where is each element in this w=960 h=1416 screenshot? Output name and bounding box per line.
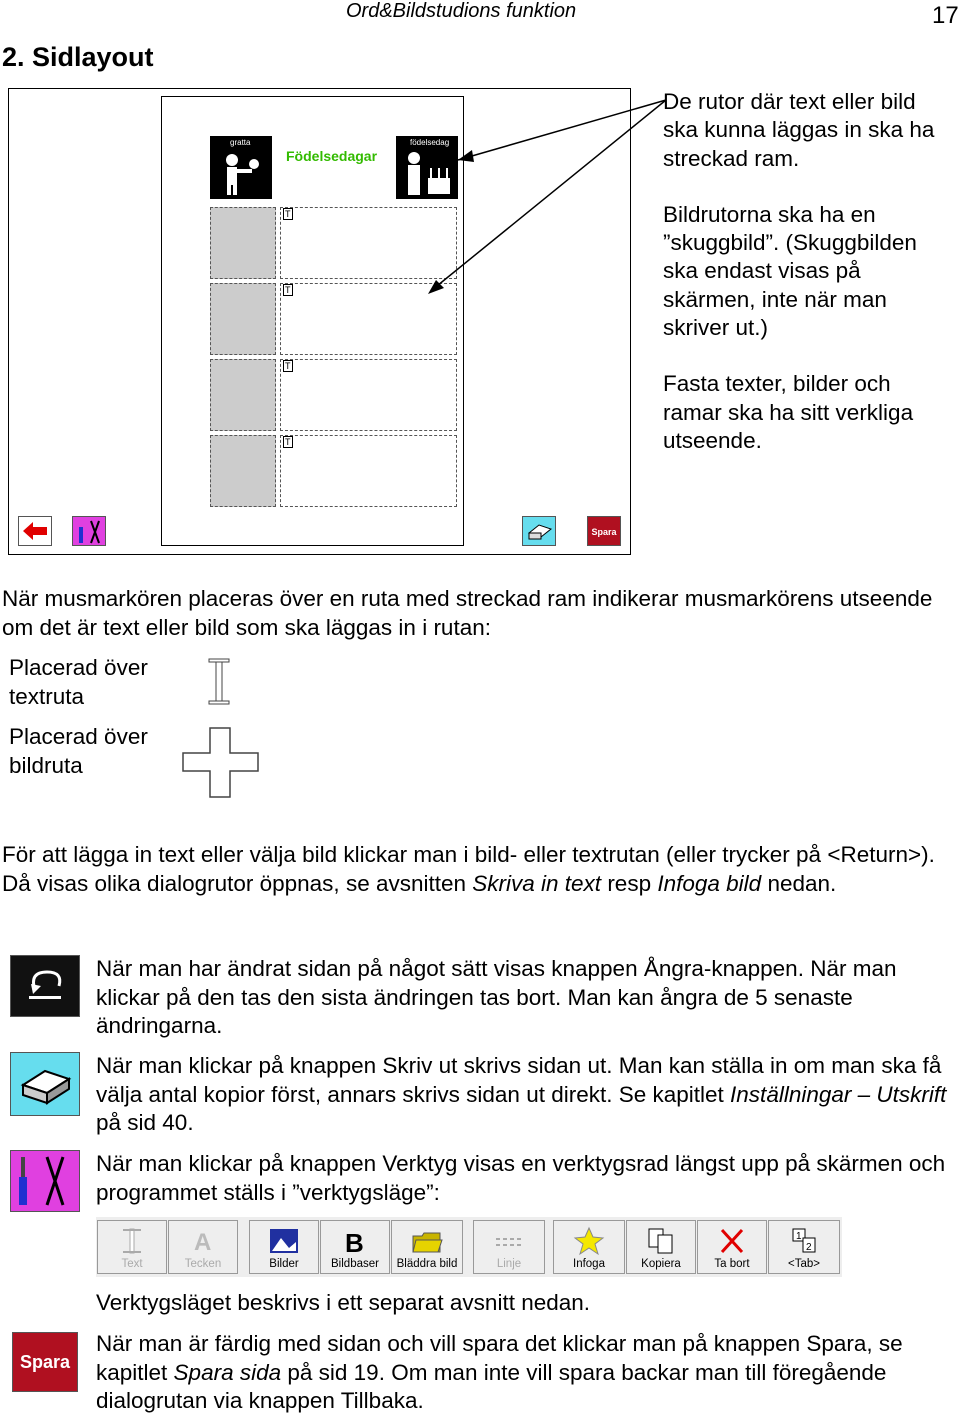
save-paragraph bbox=[96, 1330, 956, 1416]
toolbar-sign-button[interactable] bbox=[168, 1220, 238, 1274]
toolbar-copy-button[interactable] bbox=[626, 1220, 696, 1274]
printer-icon bbox=[523, 517, 555, 545]
undo-paragraph: När man har ändrat sidan på något sätt visas knappen Ångra-knappen. När man klickar på den tas den sista ändringen tas bort. Man kan ångra de 5 senaste ändringarna. bbox=[96, 956, 897, 1038]
pictogram-label-left: gratta bbox=[230, 138, 251, 147]
ref-save-page: Spara sida bbox=[173, 1359, 282, 1385]
toolbar-label: Text bbox=[121, 1258, 143, 1270]
folder-icon bbox=[410, 1226, 444, 1256]
cross-cursor-icon bbox=[181, 726, 261, 800]
print-button[interactable] bbox=[10, 1052, 80, 1116]
toolbar-label: Bildbaser bbox=[331, 1258, 379, 1270]
svg-text:1: 1 bbox=[796, 1231, 802, 1242]
side-note-2: Bildrutorna ska ha en ”skuggbild”. (Skuggbilden ska endast visas på skärmen, inte när man skriver ut.) bbox=[663, 201, 917, 341]
toolbar-label: Bilder bbox=[269, 1258, 299, 1270]
svg-text:A: A bbox=[194, 1229, 212, 1256]
cursor-text-label: Placerad över textruta bbox=[9, 655, 148, 709]
textbox-marker-1: T bbox=[285, 209, 291, 219]
toolbar-label: Bläddra bild bbox=[396, 1258, 458, 1270]
toolbar-label: Infoga bbox=[573, 1258, 605, 1270]
ref-settings-print: Inställningar – Utskrift bbox=[730, 1081, 947, 1107]
textbox-marker-4: T bbox=[285, 437, 291, 447]
toolbar-caption: Verktygsläget beskrivs i ett separat avsnitt nedan. bbox=[96, 1290, 591, 1315]
save-text-1: När man är färdig med sidan och vill spara det klickar man på knappen Spara, se kapitlet bbox=[96, 1331, 903, 1385]
click-text-1: För att lägga in text eller välja bild klickar man i bild- eller textrutan (eller trycker på <Return>). Då visas olika dialogrutor öppnas, se avsnitten bbox=[2, 842, 935, 896]
chapter-title: Ord&Bildstudions funktion bbox=[346, 0, 577, 22]
picture-icon bbox=[267, 1226, 301, 1256]
undo-icon bbox=[11, 956, 79, 1016]
toolbar-label: Tecken bbox=[184, 1258, 222, 1270]
ref-write-text: Skriva in text bbox=[472, 870, 602, 896]
undo-button[interactable] bbox=[10, 955, 80, 1017]
section-title: 2. Sidlayout bbox=[2, 42, 154, 72]
tools-button-small[interactable] bbox=[72, 516, 106, 546]
toolbar-delete-button[interactable] bbox=[697, 1220, 767, 1274]
toolbar-images-button[interactable] bbox=[249, 1220, 319, 1274]
save-button[interactable]: Spara bbox=[12, 1332, 78, 1392]
svg-text:B: B bbox=[345, 1228, 364, 1256]
back-arrow-icon bbox=[19, 517, 51, 545]
print-button-small[interactable] bbox=[522, 516, 556, 546]
screwdriver-pliers-icon bbox=[11, 1151, 79, 1211]
toolbar-image-bases-button[interactable] bbox=[320, 1220, 390, 1274]
image-box-2[interactable] bbox=[210, 283, 276, 355]
svg-text:2: 2 bbox=[806, 1242, 812, 1253]
page-number: 17 bbox=[932, 2, 959, 29]
print-text-2: på sid 40. bbox=[96, 1110, 194, 1135]
textbox-marker-3: T bbox=[285, 361, 291, 371]
star-icon bbox=[572, 1226, 606, 1256]
toolbar-browse-image-button[interactable] bbox=[391, 1220, 463, 1274]
dashed-line-icon bbox=[492, 1226, 526, 1256]
save-button-small[interactable]: Spara bbox=[587, 516, 621, 546]
printer-icon-large bbox=[11, 1053, 79, 1115]
text-box-3[interactable] bbox=[280, 359, 457, 431]
side-note-1: De rutor där text eller bild ska kunna läggas in ska ha streckad ram. bbox=[663, 89, 935, 171]
text-cursor-icon bbox=[206, 658, 232, 706]
row-title-text: Födelsedagar bbox=[286, 148, 378, 164]
side-note-3: Fasta texter, bilder och ramar ska ha sitt verkliga utseende. bbox=[663, 371, 914, 453]
intro-paragraph: När musmarkören placeras över en ruta med streckad ram indikerar musmarkörens utseende om det är text eller bild som ska läggas in i rutan: bbox=[2, 586, 933, 640]
click-text-2: resp bbox=[601, 870, 658, 896]
birthday-pictogram-left bbox=[210, 136, 272, 199]
toolbar-label: Linje bbox=[496, 1258, 522, 1270]
copy-icon bbox=[644, 1226, 678, 1256]
ref-insert-image: Infoga bild bbox=[657, 870, 762, 896]
annotation-arrows bbox=[420, 92, 680, 302]
letter-b-icon bbox=[338, 1226, 372, 1256]
cursor-image-label: Placerad över bildruta bbox=[9, 724, 148, 778]
toolbar-line-button[interactable] bbox=[473, 1220, 545, 1274]
print-paragraph bbox=[96, 1052, 956, 1138]
red-x-icon bbox=[715, 1226, 749, 1256]
back-button[interactable] bbox=[18, 516, 52, 546]
print-text-1: När man klickar på knappen Skriv ut skrivs sidan ut. Man kan ställa in om man ska få välja antal kopior först, annars skrivs sidan ut direkt. Se kapitlet bbox=[96, 1053, 942, 1107]
click-text-3: nedan. bbox=[761, 870, 837, 896]
toolbar-text-button[interactable] bbox=[97, 1220, 167, 1274]
text-box-4[interactable] bbox=[280, 435, 457, 507]
toolbar-insert-button[interactable] bbox=[553, 1220, 625, 1274]
toolbar-label: <Tab> bbox=[788, 1258, 820, 1270]
mock-page bbox=[161, 96, 464, 546]
side-notes bbox=[663, 88, 953, 483]
toolbar-label: Kopiera bbox=[641, 1258, 681, 1270]
image-box-1[interactable] bbox=[210, 207, 276, 279]
toolbar-label: Ta bort bbox=[714, 1258, 750, 1270]
toolbar-tab-button[interactable] bbox=[768, 1220, 840, 1274]
tab-order-icon bbox=[787, 1226, 821, 1256]
pictogram-label-right: födelsedag bbox=[410, 138, 450, 147]
tools-paragraph: När man klickar på knappen Verktyg visas en verktygsrad längst upp på skärmen och programmet ställs i ”verktygsläge”: bbox=[96, 1151, 946, 1205]
text-cursor-icon bbox=[115, 1226, 149, 1256]
textbox-marker-2: T bbox=[285, 285, 291, 295]
click-paragraph bbox=[2, 841, 960, 898]
image-box-4[interactable] bbox=[210, 435, 276, 507]
letter-a-icon bbox=[186, 1226, 220, 1256]
tools-button[interactable] bbox=[10, 1150, 80, 1212]
save-text-2: på sid 19. Om man inte vill spara backar man till föregående dialogrutan via knappen Tillbaka. bbox=[96, 1359, 887, 1413]
image-box-3[interactable] bbox=[210, 359, 276, 431]
tools-icon bbox=[73, 517, 105, 545]
